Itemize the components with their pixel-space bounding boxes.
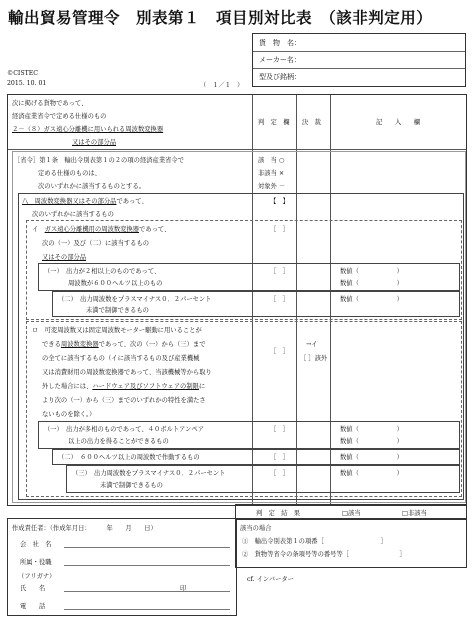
row-text: （二） 出力周波数をプラスマイナス０．２パーセント xyxy=(58,296,212,303)
footnote: cf. インバーター xyxy=(247,576,294,583)
row-text: 定める仕様のものは、 xyxy=(38,170,101,177)
page-title: 輸出貿易管理令 別表第１ 項目別対比表 （該非判定用） xyxy=(8,8,433,27)
copyright: ©CISTEC xyxy=(7,70,38,77)
row-text: （二） ６００ヘルツ以上の周波数で作動するもの xyxy=(58,454,200,461)
row-text: 未満で制御できるもの xyxy=(86,307,149,314)
mark-bracket: ［ ］ xyxy=(270,454,289,461)
entry-value[interactable]: 数値（ ） xyxy=(340,470,403,477)
clause-line-2: 又はその部分品 xyxy=(72,139,117,146)
reviewer-box xyxy=(7,518,237,616)
seal-label: 印 xyxy=(180,585,187,592)
entry-value[interactable]: 数値（ ） xyxy=(340,438,403,445)
applicable-checkbox[interactable]: □該当 xyxy=(342,510,361,517)
bottom-section xyxy=(7,504,465,614)
non-applicable-checkbox[interactable]: □非該当 xyxy=(402,510,427,517)
applicable-note-box xyxy=(235,518,467,568)
decision-exclusion: ［ ］該外 xyxy=(300,355,328,362)
mark-bracket: 【 】 xyxy=(270,198,289,205)
dept-line[interactable] xyxy=(64,565,230,566)
mark-bracket: ［ ］ xyxy=(270,348,289,355)
header-fields-box xyxy=(252,33,466,87)
note-label: 該当の場合 xyxy=(240,525,272,532)
maker-name-field[interactable]: メーカー名： xyxy=(253,51,465,69)
furigana-label: （フリガナ） xyxy=(18,573,56,580)
row-text: ロ 可変周波数又は固定周波数モーター駆動に用いることが xyxy=(32,327,202,334)
mark-bracket: ［ ］ xyxy=(270,268,289,275)
row-text: 次のいずれかに該当するもの xyxy=(32,211,114,218)
mark-bracket: ［ ］ xyxy=(270,296,289,303)
row-text: 以上の出力を得ることができるもの xyxy=(68,438,169,445)
desc-line-2: 経済産業省令で定める仕様のもの xyxy=(12,113,107,120)
date: 2015. 10. 01 xyxy=(7,80,47,87)
row-text: 外した場合には、ハードウェア及びソフトウェアの制限に xyxy=(42,383,206,390)
row-text: 又は消費財用の周波数変換器であって、当該機械等から取り xyxy=(42,369,212,376)
mark-bracket: ［ ］ xyxy=(270,426,289,433)
phone-line[interactable] xyxy=(64,609,230,610)
name-label: 氏 名 xyxy=(20,585,46,592)
header-divider xyxy=(8,149,466,150)
model-no-field[interactable]: 型及び銘柄： xyxy=(259,73,301,81)
row-text: より次の（一）から（三）までのいずれかの特性を満たさ xyxy=(42,397,206,404)
reviewer-label: 作成責任者：（作成年月日： 年 月 日） xyxy=(12,525,157,532)
row-text: 次のいずれかに該当するものとする。 xyxy=(38,183,146,190)
decision-header: 決 裁 xyxy=(302,119,321,126)
row-text: 又はその部分品 xyxy=(42,254,87,261)
note-1[interactable]: ① 輸出令別表第１の項番［ ］ xyxy=(242,538,387,545)
note-2[interactable]: ② 貨物等省令の条項号等の番号等［ ］ xyxy=(242,551,406,558)
goods-name-field[interactable]: 貨 物 名： xyxy=(253,34,465,52)
judgment-result-row: 判 定 結 果 □該当 □非該当 xyxy=(235,504,467,520)
decision-arrow: →イ xyxy=(306,341,318,348)
row-text: ないものを除く。） xyxy=(42,411,96,418)
clause-line-1: ２－（８）ガス遠心分離機に用いられる周波数変換器 xyxy=(12,126,164,133)
desc-line-1: 次に掲げる貨物であって、 xyxy=(12,100,88,107)
row-text: （三） 出力周波数をプラスマイナス０．２パーセント xyxy=(72,470,226,477)
entry-value[interactable]: 数値（ ） xyxy=(340,268,403,275)
phone-label: 電 話 xyxy=(20,603,46,610)
row-text: 未満で制御できるもの xyxy=(100,482,163,489)
entry-value[interactable]: 数値（ ） xyxy=(340,426,403,433)
entry-header: 記 入 欄 xyxy=(376,119,421,126)
mark-bracket: ［ ］ xyxy=(270,226,289,233)
dept-label: 所属・役職 xyxy=(20,559,52,566)
row-text: 周波数が６００ヘルツ以上のもの xyxy=(68,280,163,287)
comparison-table xyxy=(7,94,467,506)
row-text: 八 周波数変換器又はその部分品であって、 xyxy=(22,198,148,205)
judgment-header: 判 定 欄 xyxy=(258,119,290,126)
row-text: イ ガス遠心分離機用の周波数変換器であって、 xyxy=(32,226,171,233)
page-number: （ １／１ ） xyxy=(200,82,244,89)
row-text: （一） 出力が多相のものであって、４０ボルトアンペア xyxy=(44,426,204,433)
row-text: の全てに該当するもの（イに該当するもの及び産業機械 xyxy=(42,355,200,362)
entry-value[interactable]: 数値（ ） xyxy=(340,280,403,287)
company-line[interactable] xyxy=(64,547,230,548)
mark-applicable: 該 当 ○ xyxy=(258,157,285,164)
row-text: 次の（一）及び（二）に該当するもの xyxy=(42,240,150,247)
name-line[interactable] xyxy=(64,591,230,592)
company-label: 会 社 名 xyxy=(20,541,52,548)
mark-bracket: ［ ］ xyxy=(270,470,289,477)
mark-non-applicable: 非該当 × xyxy=(258,170,285,177)
row-text: ［省令］第１条 輸出令別表第１の２の項の経済産業省令で xyxy=(14,157,185,164)
row-text: できる周波数変換器であって、次の（一）から（三）まで xyxy=(42,341,206,348)
row-text: （一） 出力が２相以上のものであって、 xyxy=(44,268,161,275)
entry-value[interactable]: 数値（ ） xyxy=(340,296,403,303)
entry-value[interactable]: 数値（ ） xyxy=(340,454,403,461)
mark-out-of-scope: 対象外 － xyxy=(258,183,286,190)
